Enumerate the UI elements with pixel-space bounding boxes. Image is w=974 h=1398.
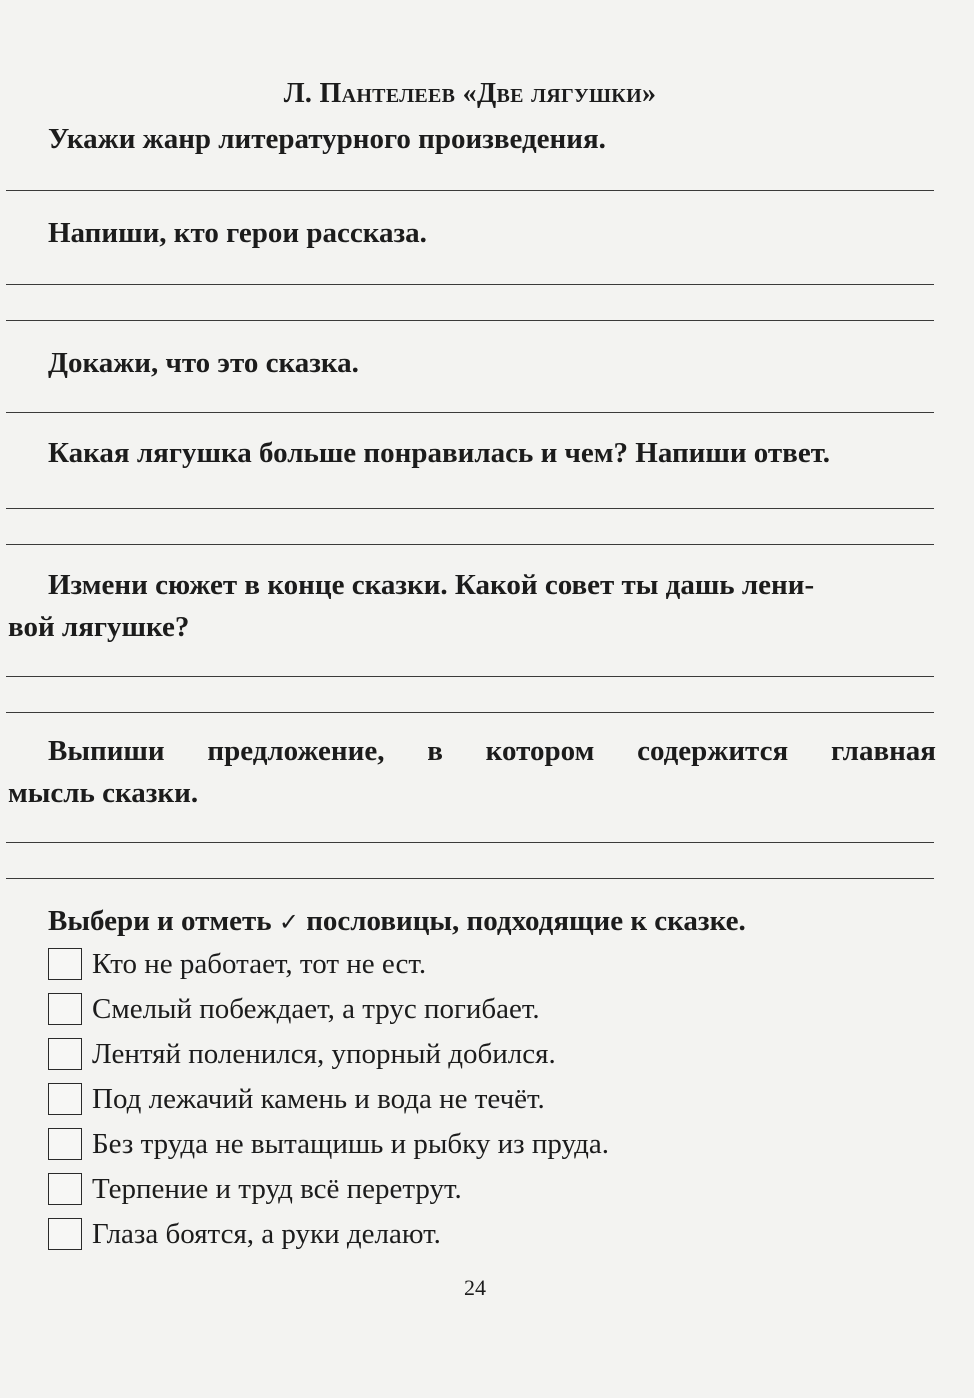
answer-line[interactable]: [6, 842, 934, 843]
answer-line[interactable]: [6, 284, 934, 285]
proverb-text: Лентяй поленился, упорный добился.: [92, 1037, 556, 1070]
proverb-checkbox[interactable]: [48, 1173, 82, 1205]
proverb-text: Глаза боятся, а руки делают.: [92, 1217, 441, 1250]
proverb-option[interactable]: [48, 1169, 462, 1209]
proverb-text: Терпение и труд всё перетрут.: [92, 1172, 462, 1205]
title-work: «Две лягушки»: [462, 78, 657, 109]
question-main-idea-line1: Выпиши предложение, в котором содержится главная: [48, 735, 936, 767]
proverb-option[interactable]: [48, 1124, 609, 1164]
proverb-checkbox[interactable]: [48, 1128, 82, 1160]
answer-line[interactable]: [6, 320, 934, 321]
page-number: 24: [464, 1275, 486, 1300]
question-change-plot: [8, 564, 936, 648]
question-main-idea: [8, 730, 936, 814]
checkmark-icon: ✓: [278, 908, 299, 936]
question-favorite-frog: Какая лягушка больше понравилась и чем? Напиши ответ.: [48, 437, 831, 469]
question-change-plot-line1: Измени сюжет в конце сказки. Какой совет ты дашь лени-: [48, 569, 815, 601]
answer-line[interactable]: [6, 544, 934, 545]
proverb-option[interactable]: [48, 1214, 441, 1254]
proverb-text: Под лежачий камень и вода не течёт.: [92, 1082, 545, 1115]
proverb-text: Без труда не вытащишь и рыбку из пруда.: [92, 1127, 610, 1160]
instruction-text-after: пословицы, подходящие к сказке.: [306, 905, 746, 937]
proverb-checkbox[interactable]: [48, 1083, 82, 1115]
proverb-option[interactable]: [48, 944, 426, 984]
proverb-option[interactable]: [48, 1079, 545, 1119]
proverb-text: Смелый побеждает, а трус погибает.: [92, 992, 540, 1025]
answer-line[interactable]: [6, 508, 934, 509]
proverb-checkbox[interactable]: [48, 993, 82, 1025]
question-heroes: Напиши, кто герои рассказа.: [48, 217, 427, 249]
answer-line[interactable]: [6, 712, 934, 713]
question-main-idea-line2: мысль сказки.: [8, 777, 199, 809]
question-genre: Укажи жанр литературного произведения.: [48, 123, 606, 155]
proverb-option[interactable]: [48, 1034, 556, 1074]
proverb-checkbox[interactable]: [48, 948, 82, 980]
question-prove-fairytale: Докажи, что это сказка.: [48, 347, 359, 379]
question-change-plot-line2: вой лягушке?: [8, 611, 190, 643]
title-author: Л. Пантелеев: [283, 78, 456, 109]
page-title: [0, 78, 940, 110]
proverb-checkbox[interactable]: [48, 1038, 82, 1070]
proverb-text: Кто не работает, тот не ест.: [92, 947, 427, 980]
answer-line[interactable]: [6, 190, 934, 191]
proverb-option[interactable]: [48, 989, 540, 1029]
instruction-text-before: Выбери и отметь: [48, 905, 272, 937]
proverbs-instruction: [48, 900, 936, 943]
answer-line[interactable]: [6, 412, 934, 413]
proverb-checkbox[interactable]: [48, 1218, 82, 1250]
answer-line[interactable]: [6, 676, 934, 677]
answer-line[interactable]: [6, 878, 934, 879]
